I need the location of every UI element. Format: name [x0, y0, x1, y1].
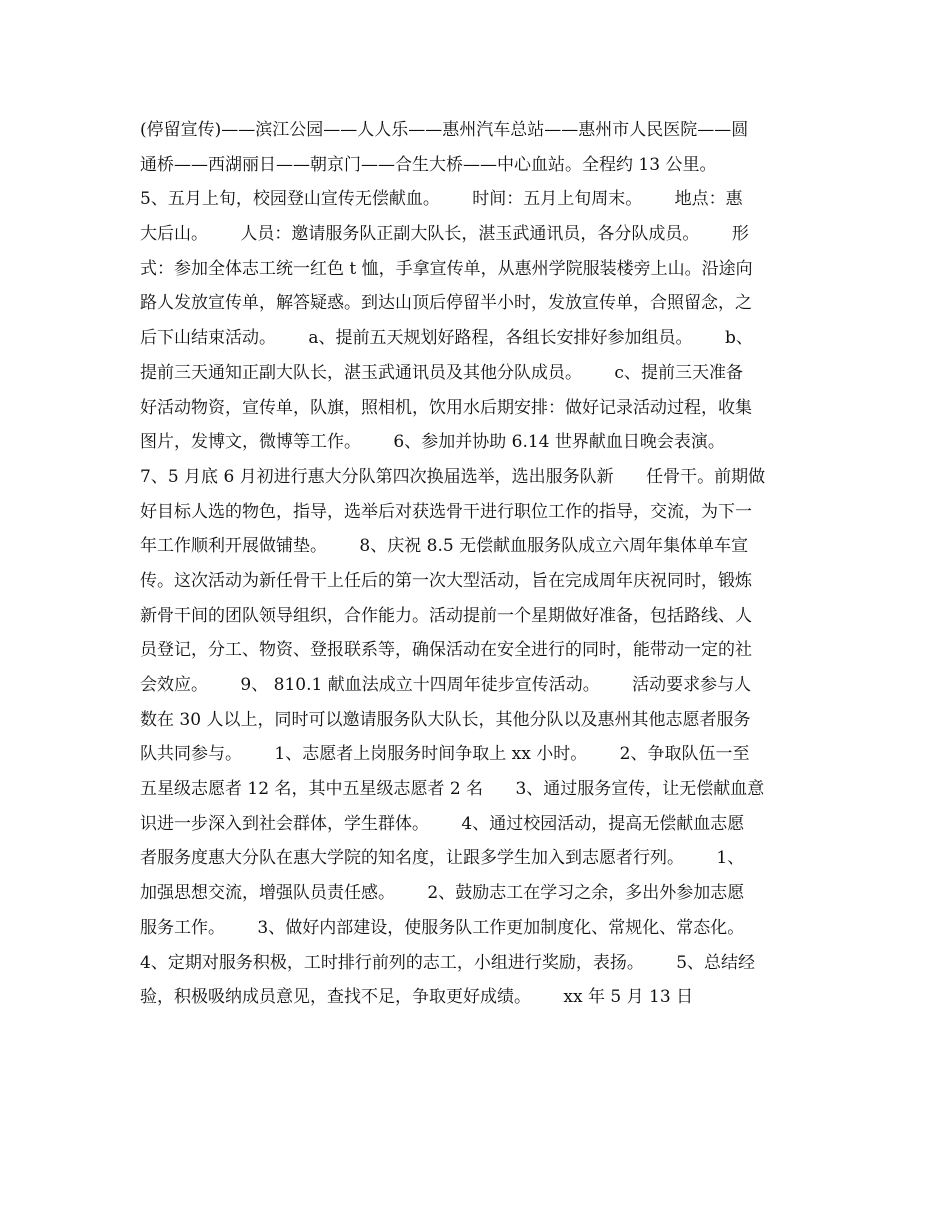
text-line: 传。这次活动为新任骨干上任后的第一次大型活动，旨在完成周年庆祝同时，锻炼: [140, 570, 752, 591]
text-line: 者服务度惠大分队在惠大学院的知名度，让跟多学生加入到志愿者行列。 1、: [140, 848, 745, 869]
text-line: 好目标人选的物色，指导，选举后对获选骨干进行职位工作的指导，交流，为下一: [140, 501, 752, 522]
text-line: 数在 30 人以上，同时可以邀请服务队大队长，其他分队以及惠州其他志愿者服务: [140, 709, 751, 730]
text-line: 年工作顺利开展做铺垫。 8、庆祝 8.5 无偿献血服务队成立六周年集体单车宣: [140, 536, 749, 557]
text-line: (停留宣传)——滨江公园——人人乐——惠州汽车总站——惠州市人民医院——圆: [140, 120, 749, 140]
text-line: 提前三天通知正副大队长，湛玉武通讯员及其他分队成员。 c、提前三天准备: [140, 362, 743, 383]
text-line: 路人发放宣传单，解答疑惑。到达山顶后停留半小时，发放宣传单，合照留念，之: [140, 293, 752, 314]
text-line: 新骨干间的团队领导组织，合作能力。活动提前一个星期做好准备，包括路线、人: [140, 605, 752, 626]
text-line: 好活动物资，宣传单，队旗，照相机，饮用水后期安排：做好记录活动过程，收集: [140, 397, 752, 418]
text-line: 大后山。 人员：邀请服务队正副大队长，湛玉武通讯员，各分队成员。 形: [140, 224, 749, 245]
text-line: 验，积极吸纳成员意见，查找不足，争取更好成绩。 xx 年 5 月 13 日: [140, 987, 694, 1008]
text-line: 7、5 月底 6 月初进行惠大分队第四次换届选举，选出服务队新 任骨干。前期做: [140, 466, 766, 487]
body-text: [140, 113, 820, 1015]
text-line: 通桥——西湖丽日——朝京门——合生大桥——中心血站。全程约 13 公里。: [140, 154, 717, 175]
text-line: 式：参加全体志工统一红色 t 恤，手拿宣传单，从惠州学院服装楼旁上山。沿途向: [140, 258, 753, 279]
text-line: 后下山结束活动。 a、提前五天规划好路程，各组长安排好参加组员。 b、: [140, 328, 753, 349]
text-line: 队共同参与。 1、志愿者上岗服务时间争取上 xx 小时。 2、争取队伍一至: [140, 744, 750, 765]
text-line: 加强思想交流，增强队员责任感。 2、鼓励志工在学习之余，多出外参加志愿: [140, 883, 745, 904]
text-line: 员登记，分工、物资、登报联系等，确保活动在安全进行的同时，能带动一定的社: [140, 640, 752, 661]
text-line: 识进一步深入到社会群体，学生群体。 4、通过校园活动，提高无偿献血志愿: [140, 813, 745, 834]
text-line: 4、定期对服务积极，工时排行前列的志工，小组进行奖励，表扬。 5、总结经: [140, 952, 756, 973]
text-line: 图片，发博文，微博等工作。 6、参加并协助 6.14 世界献血日晚会表演。: [140, 432, 725, 453]
text-line: 5、五月上旬，校园登山宣传无偿献血。 时间：五月上旬周末。 地点：惠: [140, 189, 743, 210]
text-line: 五星级志愿者 12 名，其中五星级志愿者 2 名 3、通过服务宣传，让无偿献血意: [140, 779, 765, 800]
text-line: 会效应。 9、 810.1 献血法成立十四周年徒步宣传活动。 活动要求参与人: [140, 675, 752, 695]
text-line: 服务工作。 3、做好内部建设，使服务队工作更加制度化、常规化、常态化。: [140, 917, 745, 938]
